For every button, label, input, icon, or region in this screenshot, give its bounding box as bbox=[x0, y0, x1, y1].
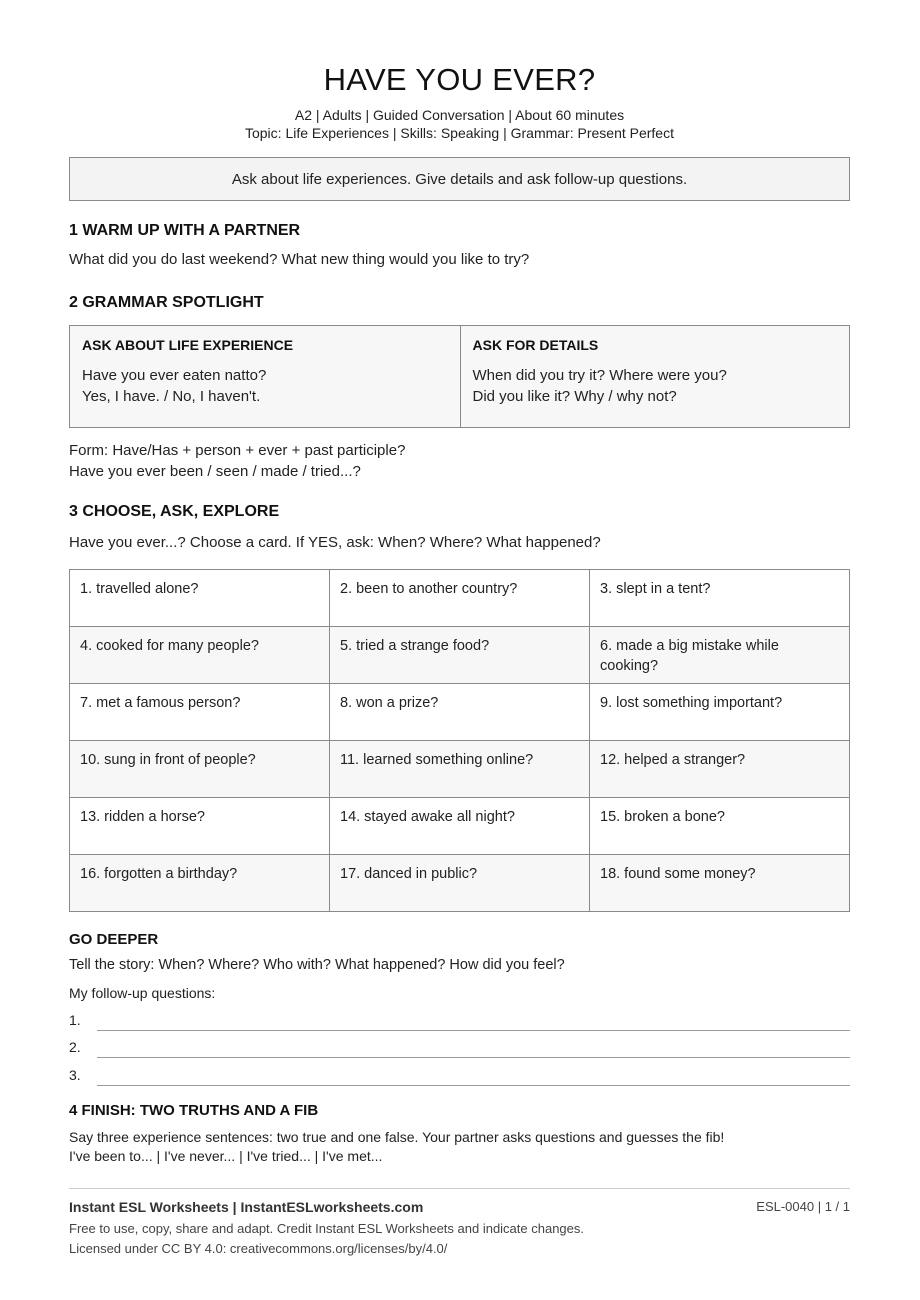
grammar-left-column bbox=[70, 326, 460, 427]
question-card: 14. stayed awake all night? bbox=[330, 798, 590, 855]
question-card: 1. travelled alone? bbox=[70, 570, 330, 627]
question-card: 10. sung in front of people? bbox=[70, 741, 330, 798]
grammar-left-line2: Yes, I have. / No, I haven't. bbox=[82, 388, 261, 405]
question-card: 9. lost something important? bbox=[590, 684, 850, 741]
instruction-box bbox=[69, 157, 850, 201]
grammar-right-column bbox=[460, 326, 850, 427]
followup-number: 3. bbox=[69, 1067, 81, 1083]
section1-heading: 1 WARM UP WITH A PARTNER bbox=[69, 222, 301, 239]
writing-line[interactable] bbox=[97, 1085, 850, 1086]
followup-label: My follow-up questions: bbox=[69, 985, 216, 1001]
question-card: 18. found some money? bbox=[590, 855, 850, 912]
level-meta: A2 | Adults | Guided Conversation | About 60 minutes bbox=[294, 107, 625, 123]
question-card: 8. won a prize? bbox=[330, 684, 590, 741]
grammar-right-line2: Did you like it? Why / why not? bbox=[472, 388, 677, 405]
question-card: 11. learned something online? bbox=[330, 741, 590, 798]
question-card: 16. forgotten a birthday? bbox=[70, 855, 330, 912]
section3-text: Have you ever...? Choose a card. If YES, ask: When? Where? What happened? bbox=[69, 534, 601, 551]
grammar-form bbox=[69, 440, 405, 482]
question-cards-table bbox=[69, 569, 850, 912]
topic-meta: Topic: Life Experiences | Skills: Speaking | Grammar: Present Perfect bbox=[244, 125, 674, 141]
section3-heading: 3 CHOOSE, ASK, EXPLORE bbox=[69, 503, 280, 520]
question-card: 2. been to another country? bbox=[330, 570, 590, 627]
section2-heading: 2 GRAMMAR SPOTLIGHT bbox=[69, 294, 264, 311]
instruction-text: Ask about life experiences. Give details and ask follow-up questions. bbox=[231, 170, 688, 188]
question-card: 12. helped a stranger? bbox=[590, 741, 850, 798]
followup-line-1[interactable] bbox=[69, 1009, 850, 1031]
table-row bbox=[70, 798, 850, 855]
section4-heading: 4 FINISH: TWO TRUTHS AND A FIB bbox=[69, 1102, 319, 1119]
table-row bbox=[70, 684, 850, 741]
footer-divider bbox=[69, 1188, 850, 1189]
question-card: 3. slept in a tent? bbox=[590, 570, 850, 627]
license-line1: Free to use, copy, share and adapt. Credit Instant ESL Worksheets and indicate changes. bbox=[69, 1221, 585, 1236]
page-title: HAVE YOU EVER? bbox=[323, 62, 596, 97]
writing-line[interactable] bbox=[97, 1030, 850, 1031]
section4-line2: I've been to... | I've never... | I've tried... | I've met... bbox=[69, 1148, 383, 1164]
table-row bbox=[70, 627, 850, 684]
footer-brand: Instant ESL Worksheets | InstantESLworksheets.com bbox=[69, 1199, 424, 1215]
grammar-box bbox=[69, 325, 850, 428]
grammar-right-line1: When did you try it? Where were you? bbox=[472, 367, 727, 384]
followup-number: 2. bbox=[69, 1039, 81, 1055]
form-line1: Form: Have/Has + person + ever + past participle? bbox=[69, 442, 406, 459]
writing-line[interactable] bbox=[97, 1057, 850, 1058]
question-card: 13. ridden a horse? bbox=[70, 798, 330, 855]
grammar-left-line1: Have you ever eaten natto? bbox=[82, 367, 267, 384]
table-row bbox=[70, 855, 850, 912]
followup-line-2[interactable] bbox=[69, 1036, 850, 1058]
form-line2: Have you ever been / seen / made / tried...? bbox=[69, 463, 361, 480]
table-row bbox=[70, 741, 850, 798]
section4-line1: Say three experience sentences: two true and one false. Your partner asks questions and guesses the fib! bbox=[69, 1129, 725, 1145]
followup-line-3[interactable] bbox=[69, 1064, 850, 1086]
question-card: 5. tried a strange food? bbox=[330, 627, 590, 684]
question-card: 4. cooked for many people? bbox=[70, 627, 330, 684]
question-card: 17. danced in public? bbox=[330, 855, 590, 912]
go-deeper-heading: GO DEEPER bbox=[69, 931, 159, 948]
grammar-left-heading: ASK ABOUT LIFE EXPERIENCE bbox=[82, 337, 294, 353]
go-deeper-text: Tell the story: When? Where? Who with? What happened? How did you feel? bbox=[69, 957, 565, 973]
table-row bbox=[70, 570, 850, 627]
question-card: 15. broken a bone? bbox=[590, 798, 850, 855]
license-line2: Licensed under CC BY 4.0: creativecommons.org/licenses/by/4.0/ bbox=[69, 1241, 448, 1256]
question-card: 7. met a famous person? bbox=[70, 684, 330, 741]
worksheet-code: ESL-0040 | 1 / 1 bbox=[756, 1199, 850, 1214]
grammar-right-heading: ASK FOR DETAILS bbox=[472, 337, 599, 353]
question-card: 6. made a big mistake while cooking? bbox=[590, 627, 850, 684]
followup-number: 1. bbox=[69, 1012, 81, 1028]
section1-text: What did you do last weekend? What new thing would you like to try? bbox=[69, 251, 530, 268]
